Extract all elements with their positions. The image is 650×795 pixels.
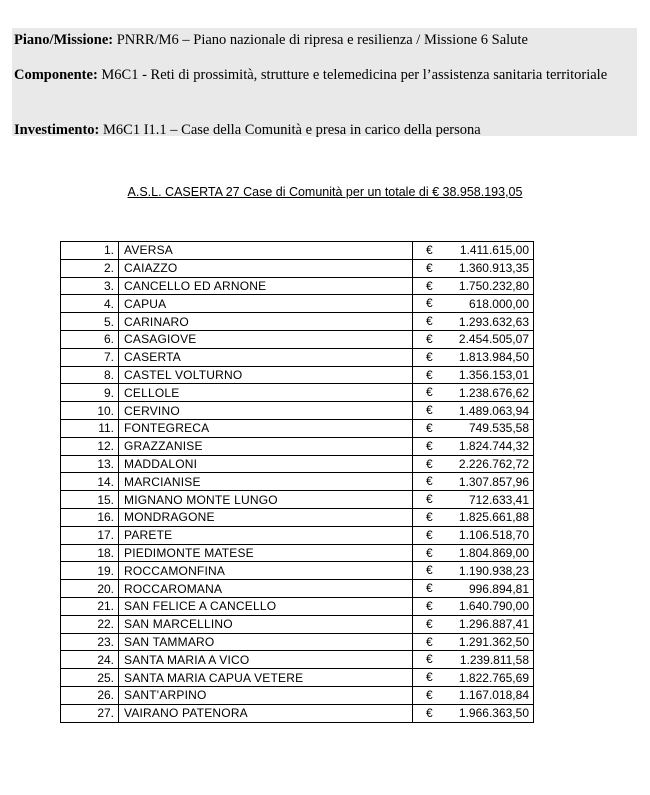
row-number: 19.	[61, 562, 119, 580]
row-number: 11.	[61, 419, 119, 437]
municipality-name: MIGNANO MONTE LUNGO	[119, 491, 413, 509]
amount-cell	[413, 473, 534, 491]
amount-value: 1.360.913,35	[458, 261, 529, 276]
row-number: 1.	[61, 242, 119, 260]
amount-cell	[413, 562, 534, 580]
investimento-label: Investimento:	[14, 122, 100, 138]
componente-label: Componente:	[14, 67, 98, 83]
table-row	[61, 437, 534, 455]
row-number: 27.	[61, 704, 119, 722]
currency-symbol: €	[426, 652, 433, 667]
amount-cell	[413, 580, 534, 598]
amount-value: 996.894,81	[468, 581, 529, 596]
amount-value: 1.966.363,50	[458, 706, 529, 721]
amount-value: 1.238.676,62	[458, 385, 529, 400]
row-number: 9.	[61, 384, 119, 402]
amount-cell	[413, 615, 534, 633]
currency-symbol: €	[426, 243, 433, 257]
amount-cell	[413, 491, 534, 509]
amount-value: 1.356.153,01	[458, 367, 529, 382]
table-row	[61, 277, 534, 295]
currency-symbol: €	[426, 278, 433, 293]
componente-value: M6C1 - Reti di prossimità, strutture e telemedicina per l’assistenza sanitaria territoriale	[97, 67, 608, 83]
investimento-line	[14, 121, 634, 139]
municipality-name: FONTEGRECA	[119, 419, 413, 437]
amount-cell	[413, 597, 534, 615]
currency-symbol: €	[426, 474, 433, 489]
table-row	[61, 669, 534, 687]
municipality-name: SANT'ARPINO	[119, 686, 413, 704]
table-row	[61, 491, 534, 509]
amount-cell	[413, 508, 534, 526]
table-row	[61, 597, 534, 615]
amount-cell	[413, 242, 534, 260]
table-row	[61, 419, 534, 437]
table-row	[61, 651, 534, 669]
row-number: 21.	[61, 597, 119, 615]
amount-cell	[413, 419, 534, 437]
municipality-name: SANTA MARIA A VICO	[119, 651, 413, 669]
row-number: 3.	[61, 277, 119, 295]
amount-value: 749.535,58	[468, 421, 529, 436]
municipality-name: CAIAZZO	[119, 259, 413, 277]
currency-symbol: €	[426, 456, 433, 471]
row-number: 2.	[61, 259, 119, 277]
currency-symbol: €	[426, 687, 433, 702]
case-comunita-table	[60, 241, 534, 723]
municipality-name: CAPUA	[119, 295, 413, 313]
row-number: 12.	[61, 437, 119, 455]
table-row	[61, 526, 534, 544]
amount-value: 1.750.232,80	[458, 278, 529, 293]
municipality-name: SAN MARCELLINO	[119, 615, 413, 633]
row-number: 13.	[61, 455, 119, 473]
amount-value: 1.167.018,84	[458, 688, 529, 703]
amount-value: 618.000,00	[468, 296, 529, 311]
table-row	[61, 704, 534, 722]
currency-symbol: €	[426, 314, 433, 329]
document-title: A.S.L. CASERTA 27 Case di Comunità per un totale di € 38.958.193,05	[127, 185, 523, 199]
amount-value: 2.454.505,07	[458, 332, 529, 347]
table-row	[61, 686, 534, 704]
amount-cell	[413, 330, 534, 348]
amount-cell	[413, 313, 534, 331]
table-row	[61, 295, 534, 313]
currency-symbol: €	[426, 581, 433, 596]
row-number: 26.	[61, 686, 119, 704]
currency-symbol: €	[426, 563, 433, 578]
currency-symbol: €	[426, 634, 433, 649]
amount-cell	[413, 437, 534, 455]
table-row	[61, 580, 534, 598]
currency-symbol: €	[426, 705, 433, 720]
municipality-name: AVERSA	[119, 242, 413, 260]
currency-symbol: €	[426, 296, 433, 311]
amount-cell	[413, 348, 534, 366]
table-body	[61, 242, 534, 723]
municipality-name: CASERTA	[119, 348, 413, 366]
table-row	[61, 455, 534, 473]
amount-cell	[413, 526, 534, 544]
table-row	[61, 473, 534, 491]
municipality-name: CARINARO	[119, 313, 413, 331]
table-row	[61, 242, 534, 260]
row-number: 14.	[61, 473, 119, 491]
table-row	[61, 562, 534, 580]
amount-value: 1.640.790,00	[458, 599, 529, 614]
currency-symbol: €	[426, 349, 433, 364]
table-row	[61, 348, 534, 366]
amount-value: 1.822.765,69	[458, 670, 529, 685]
currency-symbol: €	[426, 545, 433, 560]
table-row	[61, 615, 534, 633]
municipality-name: SANTA MARIA CAPUA VETERE	[119, 669, 413, 687]
municipality-name: GRAZZANISE	[119, 437, 413, 455]
piano-label: Piano/Missione:	[14, 32, 114, 48]
currency-symbol: €	[426, 331, 433, 346]
municipality-name: ROCCAROMANA	[119, 580, 413, 598]
amount-cell	[413, 402, 534, 420]
row-number: 6.	[61, 330, 119, 348]
row-number: 20.	[61, 580, 119, 598]
amount-cell	[413, 366, 534, 384]
municipality-name: CELLOLE	[119, 384, 413, 402]
investimento-value: M6C1 I1.1 – Case della Comunità e presa in carico della persona	[99, 122, 481, 138]
amount-value: 1.190.938,23	[458, 563, 529, 578]
amount-value: 1.296.887,41	[458, 617, 529, 632]
amount-value: 1.291.362,50	[458, 634, 529, 649]
table-row	[61, 259, 534, 277]
row-number: 22.	[61, 615, 119, 633]
componente-line	[14, 66, 634, 84]
municipality-name: SAN FELICE A CANCELLO	[119, 597, 413, 615]
municipality-name: MONDRAGONE	[119, 508, 413, 526]
amount-value: 1.106.518,70	[458, 528, 529, 543]
row-number: 4.	[61, 295, 119, 313]
currency-symbol: €	[426, 670, 433, 685]
amount-cell	[413, 384, 534, 402]
amount-cell	[413, 651, 534, 669]
row-number: 7.	[61, 348, 119, 366]
table-row	[61, 366, 534, 384]
piano-missione-line	[14, 31, 634, 49]
table-row	[61, 330, 534, 348]
currency-symbol: €	[426, 260, 433, 275]
municipality-name: CASTEL VOLTURNO	[119, 366, 413, 384]
currency-symbol: €	[426, 598, 433, 613]
municipality-name: PARETE	[119, 526, 413, 544]
amount-value: 712.633,41	[468, 492, 529, 507]
currency-symbol: €	[426, 385, 433, 400]
currency-symbol: €	[426, 403, 433, 418]
amount-value: 1.825.661,88	[458, 510, 529, 525]
currency-symbol: €	[426, 438, 433, 453]
amount-cell	[413, 295, 534, 313]
row-number: 16.	[61, 508, 119, 526]
table-row	[61, 508, 534, 526]
table-row	[61, 544, 534, 562]
amount-cell	[413, 686, 534, 704]
amount-value: 1.813.984,50	[458, 350, 529, 365]
amount-cell	[413, 669, 534, 687]
amount-value: 1.293.632,63	[458, 314, 529, 329]
table-row	[61, 633, 534, 651]
amount-value: 1.824.744,32	[458, 439, 529, 454]
municipality-name: ROCCAMONFINA	[119, 562, 413, 580]
row-number: 5.	[61, 313, 119, 331]
row-number: 24.	[61, 651, 119, 669]
amount-cell	[413, 455, 534, 473]
municipality-name: MARCIANISE	[119, 473, 413, 491]
row-number: 25.	[61, 669, 119, 687]
row-number: 23.	[61, 633, 119, 651]
currency-symbol: €	[426, 509, 433, 524]
amount-cell	[413, 633, 534, 651]
row-number: 8.	[61, 366, 119, 384]
amount-value: 2.226.762,72	[458, 456, 529, 471]
municipality-name: CANCELLO ED ARNONE	[119, 277, 413, 295]
currency-symbol: €	[426, 367, 433, 382]
row-number: 17.	[61, 526, 119, 544]
currency-symbol: €	[426, 420, 433, 435]
currency-symbol: €	[426, 616, 433, 631]
municipality-name: CASAGIOVE	[119, 330, 413, 348]
currency-symbol: €	[426, 492, 433, 507]
amount-cell	[413, 277, 534, 295]
municipality-name: VAIRANO PATENORA	[119, 704, 413, 722]
amount-value: 1.239.811,58	[459, 652, 529, 667]
municipality-name: CERVINO	[119, 402, 413, 420]
municipality-name: PIEDIMONTE MATESE	[119, 544, 413, 562]
amount-value: 1.489.063,94	[458, 403, 529, 418]
table-row	[61, 384, 534, 402]
currency-symbol: €	[426, 527, 433, 542]
row-number: 10.	[61, 402, 119, 420]
amount-value: 1.411.615,00	[459, 243, 529, 258]
row-number: 15.	[61, 491, 119, 509]
amount-cell	[413, 704, 534, 722]
table-row	[61, 402, 534, 420]
piano-value: PNRR/M6 – Piano nazionale di ripresa e resilienza / Missione 6 Salute	[113, 32, 528, 48]
table-row	[61, 313, 534, 331]
amount-cell	[413, 259, 534, 277]
municipality-name: SAN TAMMARO	[119, 633, 413, 651]
amount-value: 1.804.869,00	[458, 545, 529, 560]
row-number: 18.	[61, 544, 119, 562]
amount-cell	[413, 544, 534, 562]
amount-value: 1.307.857,96	[458, 474, 529, 489]
municipality-name: MADDALONI	[119, 455, 413, 473]
